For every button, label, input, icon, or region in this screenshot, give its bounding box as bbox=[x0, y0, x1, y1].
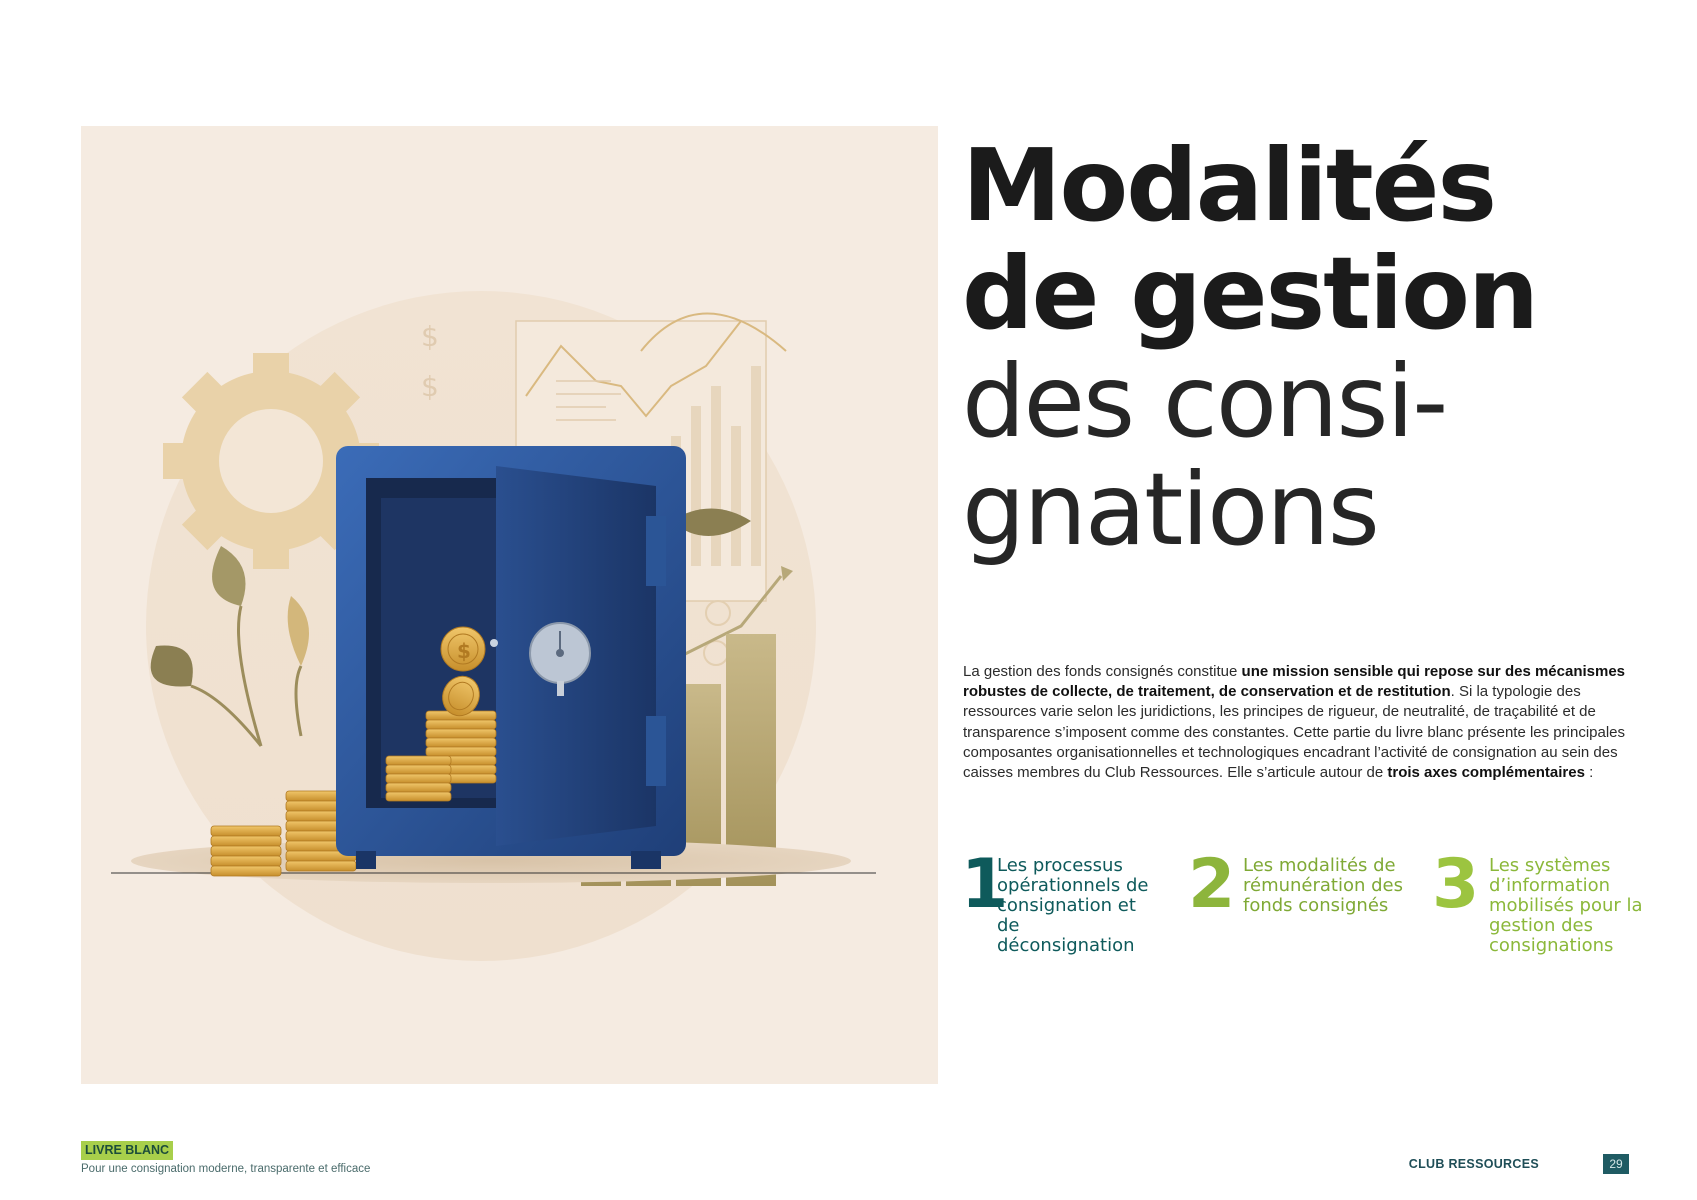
axis-number: 2 bbox=[1188, 845, 1236, 924]
title-line-1: Modalités bbox=[962, 127, 1495, 244]
safe-illustration-art bbox=[81, 126, 938, 1084]
title-line-2: de gestion bbox=[962, 235, 1538, 352]
intro-bold-1: une mission sensible qui repose sur des mécanismes robustes de collecte, de traitement, de conservation et de restitution bbox=[963, 663, 1626, 701]
dollar-icon: $ bbox=[457, 639, 471, 663]
dollar-icon: $ bbox=[421, 320, 439, 353]
dollar-icon: $ bbox=[421, 370, 439, 403]
safe-icon bbox=[336, 446, 686, 869]
axis-number: 1 bbox=[961, 845, 1009, 924]
axis-text: Les modalités de rémunération des fonds consignés bbox=[1243, 855, 1404, 916]
axis-item-1 bbox=[961, 845, 1161, 962]
intro-text-1: La gestion des fonds consignés constitue bbox=[963, 663, 1242, 680]
axis-text: Les systèmes d’information mobilisés pour la gestion des consignations bbox=[1489, 855, 1643, 956]
intro-bold-2: trois axes complémentaires bbox=[1387, 764, 1585, 782]
axis-number: 3 bbox=[1432, 845, 1480, 924]
footer-subtitle: Pour une consignation moderne, transparente et efficace bbox=[81, 1163, 371, 1175]
livre-blanc-badge: LIVRE BLANC bbox=[81, 1141, 173, 1160]
axis-item-2 bbox=[1188, 845, 1404, 962]
safe-illustration bbox=[81, 126, 938, 1084]
page-number: 29 bbox=[1603, 1154, 1629, 1174]
intro-text-3: : bbox=[1584, 764, 1594, 782]
axis-item-3 bbox=[1432, 845, 1643, 962]
footer-brand: CLUB RESSOURCES bbox=[1408, 1157, 1539, 1171]
axis-text: Les processus opérationnels de consignation et de déconsignation bbox=[997, 855, 1149, 956]
title-line-4: gnations bbox=[962, 451, 1378, 568]
title-line-3: des consi- bbox=[962, 343, 1447, 460]
page-title bbox=[962, 127, 1538, 568]
coin-icon bbox=[441, 627, 485, 671]
intro-paragraph bbox=[963, 662, 1631, 783]
intro-text-2: . Si la typologie des ressources varie selon les juridictions, les principes de rigueur, de neutralité, de traçabilité et de transparence s’imposent comme des constantes. Cette partie du livre blanc présente les principales composantes organisationnelles et technologiques encadrant l’activité de consignation au sein des caisses membres du Club Ressources. Elle s’articule autour de bbox=[963, 683, 1626, 782]
